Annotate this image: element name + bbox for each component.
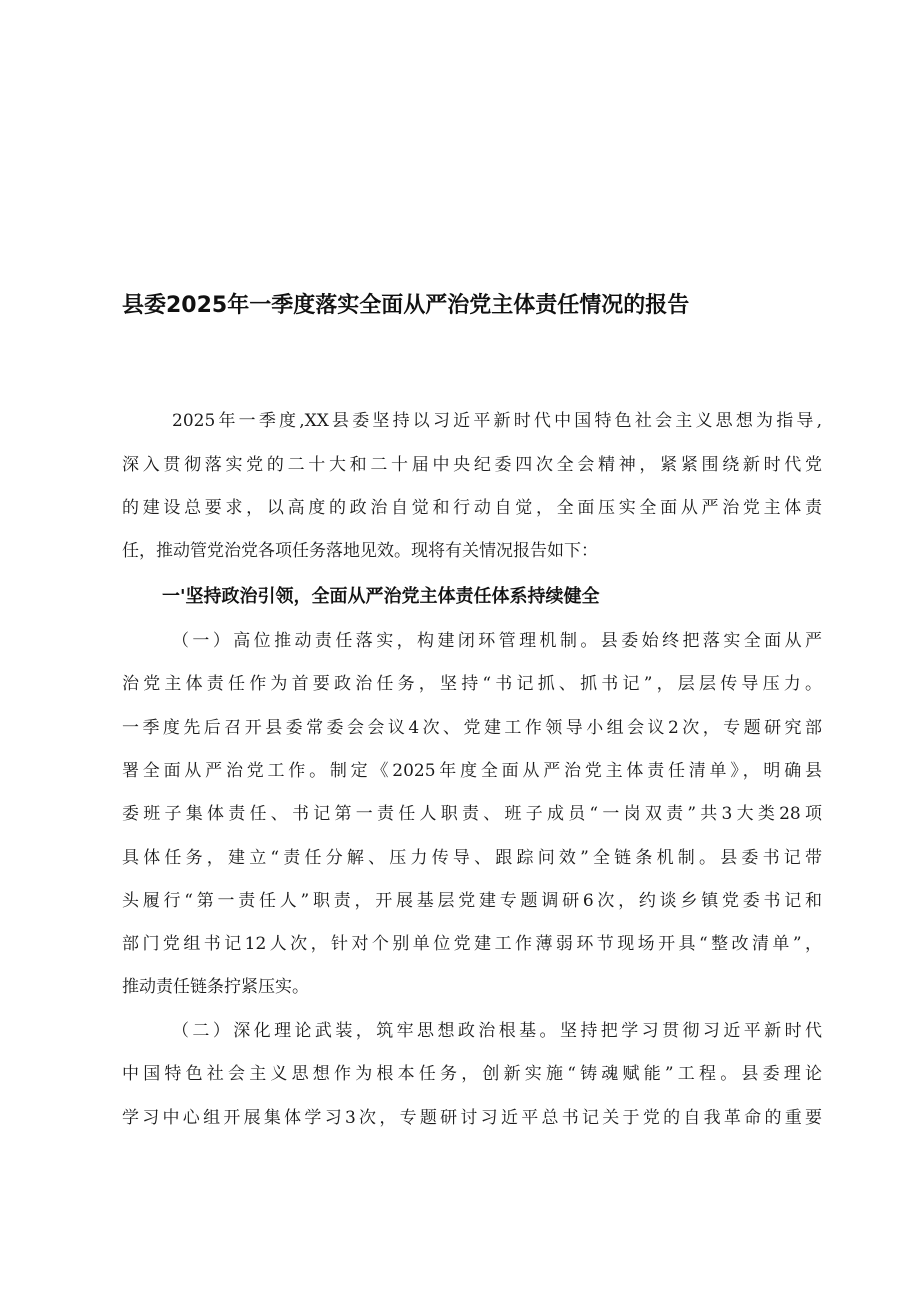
intro-line-4: 任，推动管党治党各项任务落地见效。现将有关情况报告如下：: [122, 541, 598, 561]
sub1-line-2: 治党主体责任作为首要政治任务，坚持“书记抓、抓书记”，层层传导压力。: [122, 674, 822, 694]
sub1-line-7: 头履行“第一责任人”职责，开展基层党建专题调研6次，约谈乡镇党委书记和: [122, 891, 822, 911]
sub1-line-9: 推动责任链条拧紧压实。: [122, 977, 309, 997]
sub1-line-6: 具体任务，建立“责任分解、压力传导、跟踪问效”全链条机制。县委书记带: [122, 848, 822, 868]
intro-line-2: 深入贯彻落实党的二十大和二十届中央纪委四次全会精神，紧紧围绕新时代党: [122, 455, 822, 475]
sub1-line-8: 部门党组书记12人次，针对个别单位党建工作薄弱环节现场开具“整改清单”，: [122, 934, 822, 954]
sub2-line-1: （二）深化理论武装，筑牢思想政治根基。坚持把学习贯彻习近平新时代: [172, 1021, 822, 1041]
sub1-line-4: 署全面从严治党工作。制定《2025年度全面从严治党主体责任清单》，明确县: [122, 761, 822, 781]
sub2-line-3: 学习中心组开展集体学习3次，专题研讨习近平总书记关于党的自我革命的重要: [122, 1108, 822, 1128]
section-heading-1: 一'坚持政治引领，全面从严治党主体责任体系持续健全: [162, 586, 600, 607]
document-title: 县委2025年一季度落实全面从严治党主体责任情况的报告: [122, 293, 690, 318]
sub1-line-5: 委班子集体责任、书记第一责任人职责、班子成员“一岗双责”共3大类28项: [122, 804, 822, 824]
sub2-line-2: 中国特色社会主义思想作为根本任务，创新实施“铸魂赋能”工程。县委理论: [122, 1064, 822, 1084]
intro-line-3: 的建设总要求，以高度的政治自觉和行动自觉，全面压实全面从严治党主体责: [122, 498, 822, 518]
sub1-line-3: 一季度先后召开县委常委会会议4次、党建工作领导小组会议2次，专题研究部: [122, 718, 822, 738]
sub1-line-1: （一）高位推动责任落实，构建闭环管理机制。县委始终把落实全面从严: [172, 631, 822, 651]
intro-line-1: 2025年一季度,XX县委坚持以习近平新时代中国特色社会主义思想为指导,: [172, 411, 822, 431]
